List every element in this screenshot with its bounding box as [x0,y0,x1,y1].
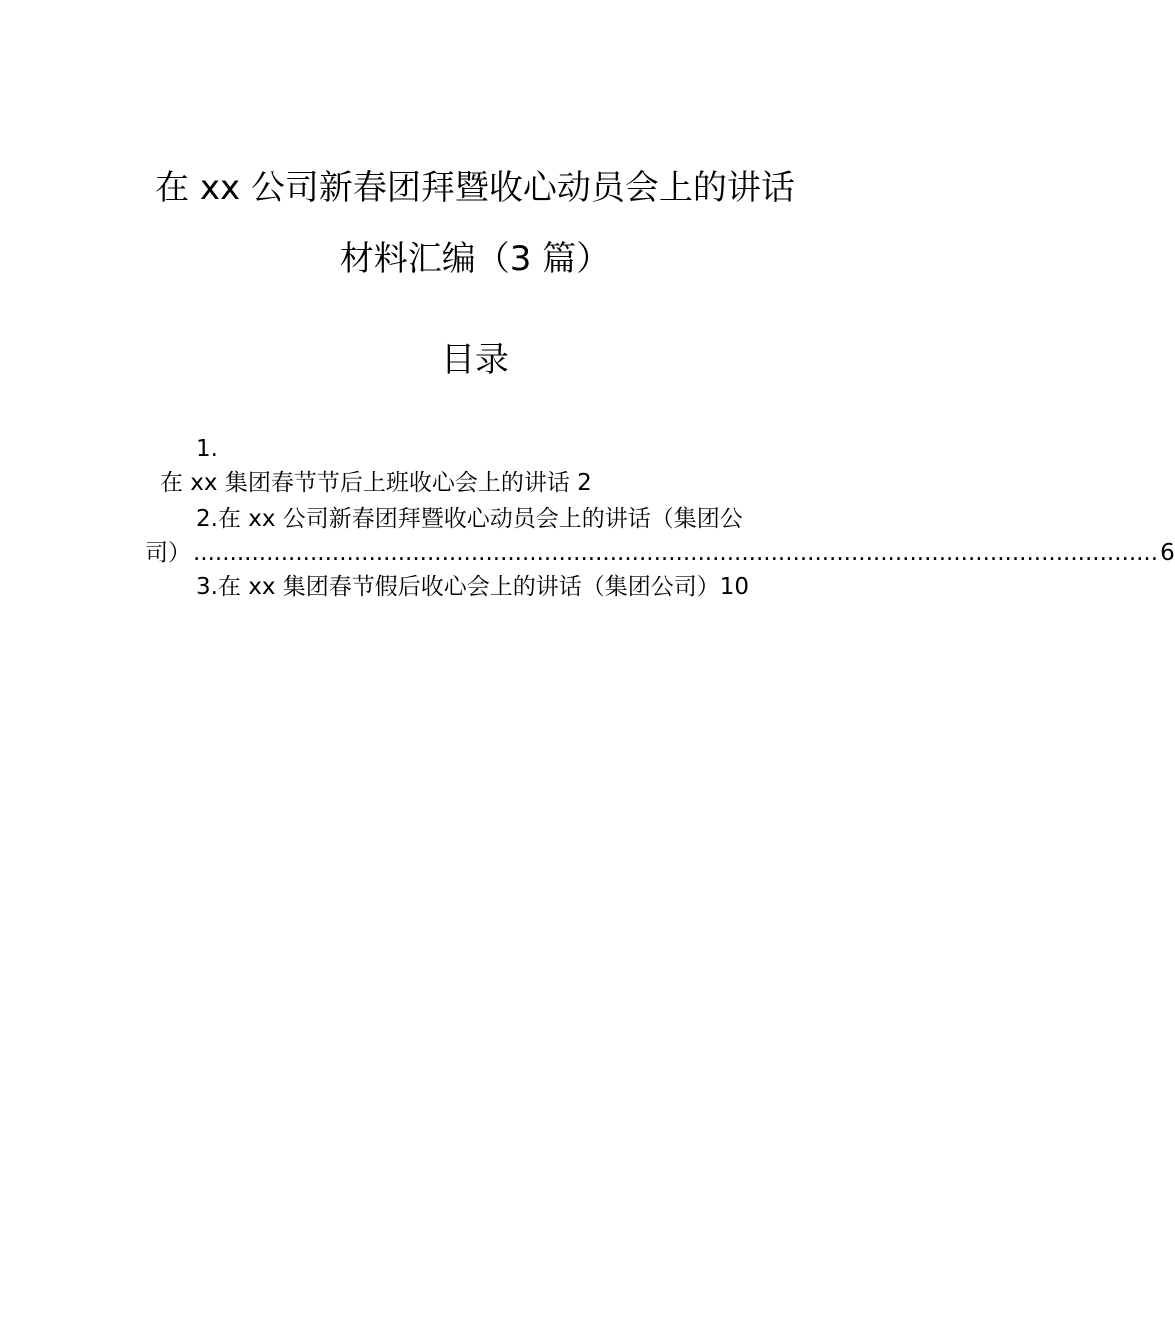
toc-entry-1-text[interactable]: 在 xx 集团春节节后上班收心会上的讲话 2 [160,470,592,496]
toc-entry-2-page-number: 6 [1160,540,1175,566]
toc-entry-1-number[interactable]: 1. [196,436,218,462]
toc-entry-2-text-line1[interactable]: 2.在 xx 公司新春团拜暨收心动员会上的讲话（集团公 [196,506,743,532]
toc-entry-3-text[interactable]: 3.在 xx 集团春节假后收心会上的讲话（集团公司）10 [196,574,750,600]
document-title-line-1: 在 xx 公司新春团拜暨收心动员会上的讲话 [155,168,795,208]
document-title-line-2: 材料汇编（3 篇） [339,239,611,279]
toc-dot-leader: .................................................................................................................................... [193,540,1159,566]
toc-heading: 目录 [441,340,509,380]
toc-entry-2-text-line2: 司） [145,540,191,566]
toc-entry-2-line2[interactable] [145,538,1175,568]
